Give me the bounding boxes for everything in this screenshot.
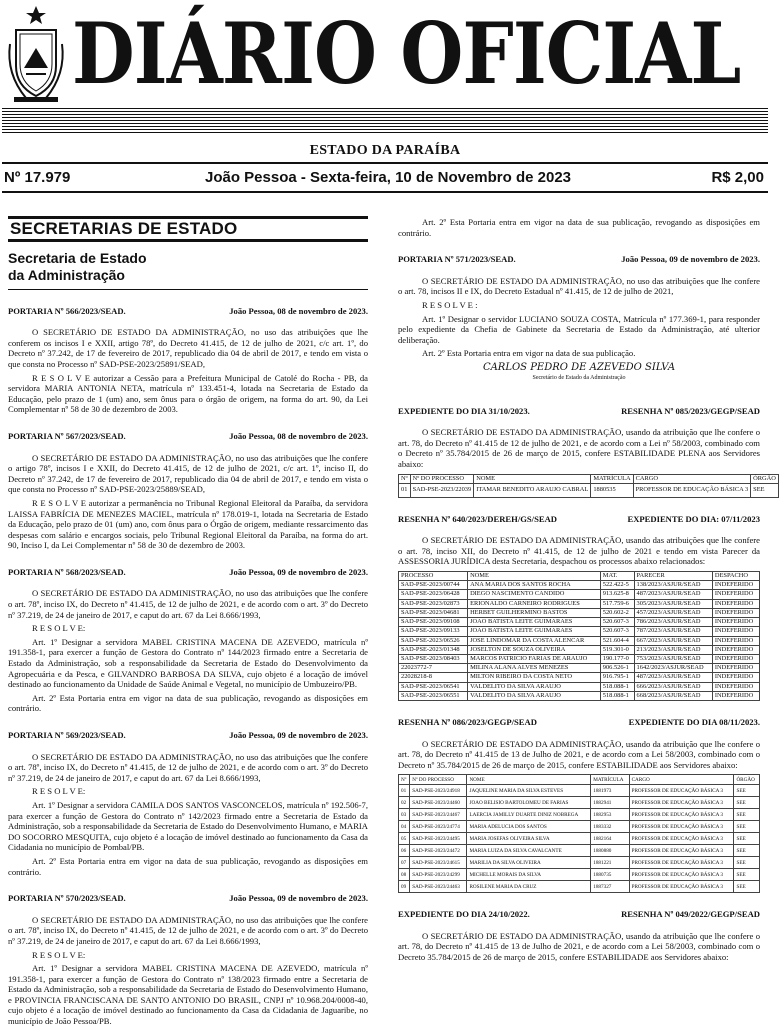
table-cell: SAD-PSE-2023/00744 (399, 581, 468, 590)
table-cell: 1882941 (591, 797, 629, 809)
portaria-resolve: R E S O L V E: (32, 949, 86, 960)
table-cell: 1887327 (591, 881, 629, 893)
table-cell: 1880735 (591, 869, 629, 881)
table-cell: SEE (751, 483, 779, 497)
table-cell: PROFESSOR DE EDUCAÇÃO BÁSICA 3 (629, 809, 734, 821)
divider (2, 162, 768, 164)
table-cell: INDEFERIDO (712, 664, 759, 673)
table-cell: PROFESSOR DE EDUCAÇÃO BÁSICA 3 (633, 483, 751, 497)
portaria-date: João Pessoa, 08 de novembro de 2023. (229, 430, 368, 441)
table-cell: ITAMAR BENEDITO ARAUJO CABRAL (474, 483, 591, 497)
column-header: Nº DO PROCESSO (410, 474, 474, 483)
column-header: PROCESSO (399, 572, 468, 581)
table-cell: ERIONALDO CARNEIRO RODRIGUES (468, 599, 601, 608)
portaria-article: Art. 2º Esta Portaria entra em vigor na data de sua publicação. (422, 348, 636, 359)
table-cell: 786/2023/ASJUR/SEAD (634, 618, 712, 627)
table-cell: 22023772-7 (399, 664, 468, 673)
table-cell: 517.759-6 (600, 599, 634, 608)
table-cell: 520.602-2 (600, 608, 634, 617)
portaria-article: Art. 1º Designar a servidora CAMILA DOS SANTOS VASCONCELOS, matrícula nº 192.506-7, para exercer a função de Gestora do Contrato nº 142/2023 firmado entre a Secretaria de Estado da Administração, sob a responsabilidade da Secretaria de Estado do Desenvolvimento Humano, e MARIA DO SOCORRO MESQUITA, cujo objeto é a locação de imóvel destinado ao funcionamento da Casa da Cidadania no município de Pombal/PB. (8, 799, 368, 853)
table-cell: SAD-PSE-2023/09108 (399, 618, 468, 627)
table-cell: HERBET GUILHERMINO BASTOS (468, 608, 601, 617)
expediente-date: EXPEDIENTE DO DIA 08/11/2023. (628, 716, 760, 727)
portaria-resolve: R E S O L V E autorizar a Cessão para a Prefeitura Municipal de Catolé do Rocha - PB, da servidora MARIA ANTONIA NETA, matrícula nº 133.451-4, lotada na Secretaria de Estado da Educação, pelo prazo de 1 (um) ano, sem ônus para o órgão de origem, na forma do art. 90, da Lei Complementar nº 58 de 30 de dezembro de 2003. (8, 372, 368, 415)
table-row (399, 673, 760, 682)
table-header-row (399, 775, 760, 785)
table-cell: 1881973 (591, 785, 629, 797)
table-cell: INDEFERIDO (712, 599, 759, 608)
table-cell: JAQUELINE MARIA DA SILVA ESTEVES (467, 785, 591, 797)
table-cell: 1880880 (591, 845, 629, 857)
table-cell: PROFESSOR DE EDUCAÇÃO BÁSICA 3 (629, 821, 734, 833)
table-row (399, 636, 760, 645)
table-cell: 03 (399, 809, 410, 821)
portaria-number: PORTARIA Nº 570/2023/SEAD. (8, 893, 126, 904)
table-cell: SEE (734, 797, 760, 809)
portaria-article: Art. 2º Esta Portaria entra em vigor na data de sua publicação, revogando as disposições em contrário. (398, 217, 760, 238)
table-cell: MILTON RIBEIRO DA COSTA NETO (468, 673, 601, 682)
resenha-body: O SECRETÁRIO DE ESTADO DA ADMINISTRAÇÃO, usando da atribuição que lhe confere o art. 78, do Decreto nº 41.415 de 12 de julho de 2021, e de acordo com a Lei nº 58/2003, combinado com o Decreto nº 35.784/2015 de 26 de março de 2015, confere ESTABILIDADE PLENA aos Servidores abaixo: (398, 427, 760, 469)
table-header-row (399, 474, 779, 483)
newspaper-title: DIÁRIO OFICIAL (72, 4, 741, 103)
signature-block (398, 363, 760, 384)
table-cell: 518.088-1 (600, 682, 634, 691)
table-row (399, 845, 760, 857)
table-row (399, 881, 760, 893)
portaria-article: Art. 1º Designar a servidora MABEL CRISTINA MACENA DE AZEVEDO, matrícula nº 191.358-1, para exercer a função de Gestora do Contrato nº 144/2023 firmado entre a Secretaria de Estado da Administração, sob a responsabilidade da Secretaria de Estado do Desenvolvimento da Agropecuária e da Pesca, e GILVANDRO BARBOSA DA SILVA, cujo objeto é a locação de imóvel destinado ao funcionamento da Unidade de Saúde Animal e Vegetal, no município de Umbuzeiro/PB. (8, 636, 368, 690)
table-cell: 457/2023/ASJUR/SEAD (634, 608, 712, 617)
column-header: ÓRGÃO (751, 474, 779, 483)
table-cell: SAD-PSE-2023/06428 (399, 590, 468, 599)
portaria-number: PORTARIA Nº 569/2023/SEAD. (8, 730, 126, 740)
portaria-resolve: R E S O L V E autorizar a permanência no Tribunal Regional Eleitoral da Paraíba, da servidora LAISSA FABRÍCIA DE MENEZES MACIEL, matrícula nº 178.019-1, lotada na Secretaria de Estado da Educação, pelo prazo de 01 (um) ano, com ônus para o Órgão de origem, mediante ressarcimento das despesas com salário e encargos sociais, pelo Tribunal Regional Eleitoral da Paraíba, na forma do art. 90, Inciso I, da Lei Complementar nº 58 de 30 de dezembro de 2003. (8, 497, 368, 551)
table-cell: PROFESSOR DE EDUCAÇÃO BÁSICA 3 (629, 881, 734, 893)
table-cell: PROFESSOR DE EDUCAÇÃO BÁSICA 3 (629, 797, 734, 809)
portaria-number: PORTARIA Nº 566/2023/SEAD. (8, 305, 126, 316)
table-cell: DIEGO NASCIMENTO CANDIDO (468, 590, 601, 599)
table-cell: SAD-PSE-2023/06541 (399, 682, 468, 691)
column-header: CARGO (633, 474, 751, 483)
portaria-header (8, 730, 368, 741)
table-cell: SAD-PSE-2023/06526 (399, 636, 468, 645)
table-cell: SAD-PSE-2023/24495 (410, 833, 467, 845)
resenha-body: O SECRETÁRIO DE ESTADO DA ADMINISTRAÇÃO, usando das atribuições que lhe confere o art. 78, inciso XII, do Decreto nº 41.415, de 12 de julho de 2021 e tendo em vista Parecer da ASSESSORIA JURÍDICA desta Secretaria, despachou os processos abaixo relacionados: (398, 535, 760, 567)
table-cell: 07 (399, 857, 410, 869)
resenha-number: RESENHA Nº 085/2023/GEGP/SEAD (621, 405, 760, 416)
column-header: Nº (399, 474, 411, 483)
table-cell: 753/2023/ASJUR/SEAD (634, 654, 712, 663)
portaria-body: O SECRETÁRIO DE ESTADO DA ADMINISTRAÇÃO, no uso das atribuições que lhe confere o art. 78º, inciso IX, do Decreto nº 41.415, de 12 de julho de 2021, e de acordo com o art. 3º do Decreto nº 37.219, de 24 de janeiro de 2017, e caput do art. 67 da Lei 8.666/1993, (8, 751, 368, 783)
table-cell: JOSE LINDOMAR DA COSTA ALENCAR (468, 636, 601, 645)
expediente-date: EXPEDIENTE DO DIA 31/10/2023. (398, 405, 530, 416)
portaria-date: João Pessoa, 08 de novembro de 2023. (229, 305, 368, 316)
table-cell: SAD-PSE-2023/24472 (410, 845, 467, 857)
table-cell: 520.607-3 (600, 627, 634, 636)
table-cell: PROFESSOR DE EDUCAÇÃO BÁSICA 3 (629, 869, 734, 881)
table-cell: SAD-PSE-2023/02873 (399, 599, 468, 608)
table-cell: PROFESSOR DE EDUCAÇÃO BÁSICA 3 (629, 833, 734, 845)
table-cell: 1880535 (591, 483, 633, 497)
portaria-date: João Pessoa, 09 de novembro de 2023. (229, 730, 368, 740)
table-row (399, 691, 760, 700)
masthead (0, 0, 770, 190)
expediente-date: EXPEDIENTE DO DIA: 07/11/2023 (627, 513, 760, 524)
table-cell: SEE (734, 857, 760, 869)
table-cell: JOAO BELISIO BARTOLOMEU DE FARIAS (467, 797, 591, 809)
expediente-header (398, 406, 760, 417)
column-header: ÓRGÃO (734, 775, 760, 785)
table-cell: 04 (399, 821, 410, 833)
table-cell: SAD-PSE-2023/24615 (410, 857, 467, 869)
table-row (399, 654, 760, 663)
expediente-date: EXPEDIENTE DO DIA 24/10/2022. (398, 909, 530, 920)
table-cell: LAERCIA JAMILLY DUARTE DINIZ NOBREGA (467, 809, 591, 821)
table-cell: 520.607-3 (600, 618, 634, 627)
table-cell: SEE (734, 845, 760, 857)
table-cell: 06 (399, 845, 410, 857)
processos-table (398, 571, 760, 701)
subsection-line: Secretaria de Estado (8, 249, 147, 266)
table-cell: 666/2023/ASJUR/SEAD (634, 682, 712, 691)
portaria-header (8, 431, 368, 442)
portaria-header (8, 893, 368, 904)
table-row (399, 581, 760, 590)
table-header-row (399, 572, 760, 581)
portaria-body: O SECRETÁRIO DE ESTADO DA ADMINISTRAÇÃO, no uso das atribuições que lhe confere o art. 78, incisos II e IX, do Decreto Estadual nº 41.415, de 12 de julho de 2021, (398, 275, 760, 297)
table-row (399, 627, 760, 636)
price: R$ 2,00 (711, 169, 764, 186)
column-header: DESPACHO (712, 572, 759, 581)
signature-role: Secretário de Estado da Administração (532, 374, 626, 381)
portaria-date: João Pessoa, 09 de novembro de 2023. (621, 254, 760, 265)
table-cell: 08 (399, 869, 410, 881)
table-cell: JOSELTON DE SOUZA OLIVEIRA (468, 645, 601, 654)
table-cell: 1883332 (591, 821, 629, 833)
column-header: MATRÍCULA (591, 775, 629, 785)
table-cell: INDEFERIDO (712, 654, 759, 663)
table-cell: SAD-PSE-2023/24463 (410, 881, 467, 893)
table-cell: MARCOS PATRICIO FARIAS DE ARAUJO (468, 654, 601, 663)
table-cell: 487/2023/ASJUR/SEAD (634, 590, 712, 599)
portaria-body: O SECRETÁRIO DE ESTADO DA ADMINISTRAÇÃO, no uso das atribuições que lhe confere o art. 78º, inciso IX, do Decreto nº 41.415, de 12 de julho de 2021, e de acordo com o art. 3º do Decreto nº 37.219, de 24 de janeiro de 2017, e caput do art. 67 da Lei 8.666/1993, (8, 588, 368, 620)
table-cell: INDEFERIDO (712, 590, 759, 599)
table-cell: 138/2023/ASJUR/SEAD (634, 581, 712, 590)
table-cell: PROFESSOR DE EDUCAÇÃO BÁSICA 3 (629, 785, 734, 797)
portaria-header (8, 567, 368, 578)
table-row (399, 664, 760, 673)
column-header: MAT. (600, 572, 634, 581)
table-cell: SAD-PSE-2023/24299 (410, 869, 467, 881)
portaria-article: Art. 1º Designar o servidor LUCIANO SOUZA COSTA, Matrícula nº 177.369-1, para responder pelo expediente da Chefia de Gabinete da Secretaria de Estado da Administração, até ulterior deliberação. (398, 313, 760, 345)
masthead-stripes (2, 108, 768, 134)
table-cell: INDEFERIDO (712, 682, 759, 691)
table-cell: 667/2023/ASJUR/SEAD (634, 636, 712, 645)
table-cell: 1882164 (591, 833, 629, 845)
table-cell: INDEFERIDO (712, 636, 759, 645)
table-row (399, 833, 760, 845)
table-cell: MARIA JOSEFAS OLIVEIRA SILVA (467, 833, 591, 845)
portaria-number: PORTARIA Nº 568/2023/SEAD. (8, 566, 126, 577)
table-cell: 22028218-8 (399, 673, 468, 682)
table-row (399, 608, 760, 617)
table-row (399, 599, 760, 608)
table-row (399, 645, 760, 654)
left-column (8, 214, 368, 1027)
resenha-header (398, 514, 760, 525)
table-cell: 787/2023/ASJUR/SEAD (634, 627, 712, 636)
table-cell: 913.625-8 (600, 590, 634, 599)
section-heading: SECRETARIAS DE ESTADO (8, 216, 368, 242)
coat-of-arms-icon (6, 4, 66, 104)
table-cell: SAD-PSE-2023/04681 (399, 608, 468, 617)
table-row (399, 821, 760, 833)
resenha-body: O SECRETÁRIO DE ESTADO DA ADMINISTRAÇÃO, usando da atribuição que lhe confere o art. 78, do Decreto nº 41.415 de 13 de Julho de 2021, e de acordo com a Lei 58/2003, combinado com o Decreto nº 35.784/2015 de 26 de março de 2015, confere ESTABILIDADE aos Servidores abaixo: (398, 738, 760, 770)
edition-number: Nº 17.979 (4, 169, 71, 186)
table-cell: INDEFERIDO (712, 581, 759, 590)
table-cell: SEE (734, 785, 760, 797)
table-cell: MILINA ALANA ALVES MENEZES (468, 664, 601, 673)
table-row (399, 809, 760, 821)
portaria-header (398, 254, 760, 265)
table-row (399, 483, 779, 497)
portaria-number: PORTARIA Nº 567/2023/SEAD. (8, 430, 126, 441)
table-cell: 305/2023/ASJUR/SEAD (634, 599, 712, 608)
table-cell: 1882953 (591, 809, 629, 821)
table-cell: SEE (734, 809, 760, 821)
resenha-number: RESENHA Nº 640/2023/DEREH/GS/SEAD (398, 513, 557, 524)
divider (2, 191, 768, 193)
table-cell: 02 (399, 797, 410, 809)
table-cell: 522.422-5 (600, 581, 634, 590)
table-cell: 906.526-1 (600, 664, 634, 673)
table-cell: SAD-PSE-2023/09133 (399, 627, 468, 636)
table-cell: VALDELITO DA SILVA ARAUJO (468, 691, 601, 700)
column-header: PARECER (634, 572, 712, 581)
expediente-header (398, 909, 760, 920)
table-row (399, 857, 760, 869)
portaria-date: João Pessoa, 09 de novembro de 2023. (229, 893, 368, 904)
table-cell: SEE (734, 833, 760, 845)
portaria-article: Art. 2º Esta Portaria entra em vigor na data de sua publicação, revogando as disposições em contrário. (8, 692, 368, 714)
table-cell: 09 (399, 881, 410, 893)
subsection-line: da Administração (8, 266, 125, 283)
servidores-table (398, 474, 779, 498)
portaria-body: O SECRETÁRIO DE ESTADO DA ADMINISTRAÇÃO, no uso das atribuições que lhe conferem os incisos I e XXII, artigo 78º, do Decreto 41.415, de 12 de julho de 2021, c/c art. 1º, do Decreto nº 37.242, de 17 de fevereiro de 2017, republicado dia 04 de abril de 2017, e tendo em vista o que consta no Processo nº SAD-PSE-2023/25891/SEAD, (8, 327, 368, 369)
table-cell: SAD-PSE-2023/01348 (399, 645, 468, 654)
table-cell: ROSILENE MARIA DA CRUZ (467, 881, 591, 893)
resenha-number: RESENHA Nº 049/2022/GEGP/SEAD (621, 909, 760, 920)
column-header: NOME (474, 474, 591, 483)
column-header: NOME (468, 572, 601, 581)
table-row (399, 785, 760, 797)
column-header: NOME (467, 775, 591, 785)
table-row (399, 797, 760, 809)
table-row (399, 590, 760, 599)
table-cell: SAD-PSE-2023/06551 (399, 691, 468, 700)
table-cell: 518.088-1 (600, 691, 634, 700)
table-cell: MARIA ADELUCIA DOS SANTOS (467, 821, 591, 833)
subsection-heading (8, 250, 368, 290)
table-cell: 01 (399, 785, 410, 797)
table-cell: SEE (734, 869, 760, 881)
table-cell: SAD-PSE-2023/24918 (410, 785, 467, 797)
estabilidade-table (398, 774, 760, 893)
table-cell: INDEFERIDO (712, 608, 759, 617)
table-cell: ANA MARIA DOS SANTOS ROCHA (468, 581, 601, 590)
portaria-number: PORTARIA Nº 571/2023/SEAD. (398, 254, 516, 265)
table-cell: SEE (734, 881, 760, 893)
table-cell: SAD-PSE-2023/22039 (410, 483, 474, 497)
table-cell: 1881221 (591, 857, 629, 869)
portaria-article: Art. 1º Designar a servidora MABEL CRISTINA MACENA DE AZEVEDO, matrícula nº 191.358-1, para exercer a função de Gestora do Contrato nº 138/2023 firmado entre a Secretaria de Estado da Administração, sob a responsabilidade da Secretaria de Estado do Desenvolvimento Humano, e PROVINCIA FRANCISCANA DE SANTO ANTONIO DO BRASIL, CNPJ nº 10.968.204/0008-40, cujo objeto é a locação de imóvel destinado ao funcionamento da Casa da Cidadania de Jaguaribe, no município de João Pessoa/PB. (8, 963, 368, 1027)
table-cell: SAD-PSE-2023/08403 (399, 654, 468, 663)
table-cell: SEE (734, 821, 760, 833)
table-cell: VALDELITO DA SILVA ARAUJO (468, 682, 601, 691)
right-column (398, 214, 776, 963)
table-cell: INDEFERIDO (712, 691, 759, 700)
state-name: ESTADO DA PARAÍBA (309, 143, 461, 158)
portaria-date: João Pessoa, 09 de novembro de 2023. (229, 566, 368, 577)
column-header: MATRÍCULA (591, 474, 633, 483)
table-row (399, 618, 760, 627)
table-cell: 519.301-0 (600, 645, 634, 654)
table-cell: INDEFERIDO (712, 673, 759, 682)
table-cell: 1642/2023/ASJUR/SEAD (634, 664, 712, 673)
place-date: João Pessoa - Sexta-feira, 10 de Novembro de 2023 (205, 169, 571, 186)
table-cell: SAD-PSE-2023/24774 (410, 821, 467, 833)
edition-bar (0, 166, 770, 190)
column-header: Nº DO PROCESSO (410, 775, 467, 785)
table-cell: MICHELLE MORAIS DA SILVA (467, 869, 591, 881)
portaria-body: O SECRETÁRIO DE ESTADO DA ADMINISTRAÇÃO, no uso das atribuições que lhe confere o art. 78º, inciso IX, do Decreto nº 41.415, de 12 de julho de 2021, e de acordo com o art. 3º do Decreto nº 37.219, de 24 de janeiro de 2017, e caput do art. 67 da Lei 8.666/1993, (8, 914, 368, 946)
portaria-resolve: R E S O L V E: (32, 786, 86, 797)
portaria-article: Art. 2º Esta Portaria entra em vigor na data de sua publicação, revogando as disposições em contrário. (8, 855, 368, 877)
table-cell: SAD-PSE-2023/24460 (410, 797, 467, 809)
table-cell: INDEFERIDO (712, 618, 759, 627)
table-cell: 916.795-1 (600, 673, 634, 682)
table-cell: 668/2023/ASJUR/SEAD (634, 691, 712, 700)
table-cell: 487/2023/ASJUR/SEAD (634, 673, 712, 682)
table-cell: 521.604-4 (600, 636, 634, 645)
resenha-header (398, 717, 760, 728)
column-header: CARGO (629, 775, 734, 785)
resenha-body: O SECRETÁRIO DE ESTADO DA ADMINISTRAÇÃO, usando da atribuição que lhe confere o art. 78, do Decreto nº 41.415 de 13 de Julho de 2021, e de acordo com a Lei 58/2003, combinado com o Decreto 35.784/2015 de 26 de março de 2015, confere ESTABILIDADE aos Servidores abaixo: (398, 930, 760, 963)
table-cell: JOAO BATISTA LEITE GUIMARAES (468, 627, 601, 636)
portaria-header (8, 306, 368, 317)
table-row (399, 682, 760, 691)
portaria-resolve: R E S O L V E : (422, 299, 478, 310)
portaria-resolve: R E S O L V E: (32, 623, 86, 634)
table-cell: JOAO BATISTA LEITE GUIMARAES (468, 618, 601, 627)
table-cell: 05 (399, 833, 410, 845)
table-cell: MARIA LUIZA DA SILVA CAVALCANTE (467, 845, 591, 857)
column-header: Nº (399, 775, 410, 785)
table-cell: SAD-PSE-2023/24467 (410, 809, 467, 821)
portaria-body: O SECRETÁRIO DE ESTADO DA ADMINISTRAÇÃO, no uso das atribuições que lhe confere o artigo 78º, incisos I e XXII, do Decreto 41.415, de 12 de julho de 2021, c/c art. 1º, inciso II, do Decreto nº 37.242, de 17 de fevereiro de 2017, republicado dia 04 de abril de 2017, e tendo em vista o que consta no Processo nº SAD-PSE-2023/25889/SEAD, (8, 452, 368, 495)
table-cell: INDEFERIDO (712, 645, 759, 654)
table-cell: 213/2023/ASJUR/SEAD (634, 645, 712, 654)
resenha-number: RESENHA Nº 086/2023/GEGP/SEAD (398, 716, 537, 727)
table-cell: 01 (399, 483, 411, 497)
table-cell: MARILIA DA SILVA OLIVEIRA (467, 857, 591, 869)
table-row (399, 869, 760, 881)
table-cell: PROFESSOR DE EDUCAÇÃO BÁSICA 3 (629, 845, 734, 857)
table-cell: 190.177-0 (600, 654, 634, 663)
table-cell: INDEFERIDO (712, 627, 759, 636)
signature-name: CARLOS PEDRO DE AZEVEDO SILVA (482, 361, 676, 373)
table-cell: PROFESSOR DE EDUCAÇÃO BÁSICA 3 (629, 857, 734, 869)
